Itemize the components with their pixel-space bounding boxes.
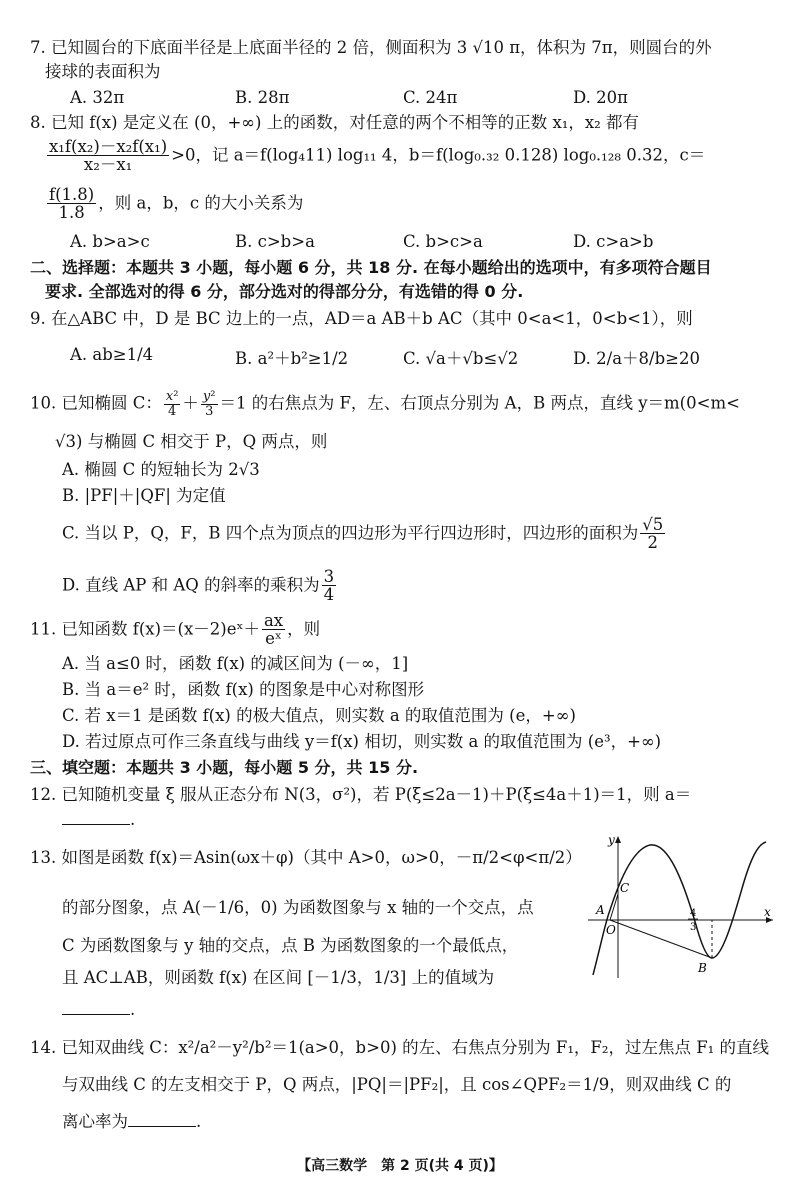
q8-stem-line1: 8. 已知 f(x) 是定义在 (0，+∞) 上的函数，对任意的两个不相等的正数 x₁，x₂ 都有 (30, 113, 640, 132)
q13-stem-line2: 的部分图象，点 A(－1/6，0) 为函数图象与 x 轴的一个交点，点 (62, 898, 534, 917)
q10-option-d-numerator: 3 (323, 567, 335, 586)
q10-option-c-denominator: 2 (647, 533, 658, 553)
q14-line3-text: 离心率为 (62, 1112, 128, 1131)
q8-option-d: D. c>a>b (573, 232, 654, 251)
q7-option-d: D. 20π (573, 88, 628, 107)
q8-option-c: C. b>c>a (403, 232, 483, 251)
q10-option-c-text: C. 当以 P，Q，F，B 四个点为顶点的四边形为平行四边形时，四边形的面积为 (62, 523, 639, 543)
q10-y-term: $\frac{\text{y²}}{3}$ (202, 389, 216, 419)
q12-answer-blank[interactable] (62, 810, 130, 825)
label-point-c: C (620, 881, 630, 895)
section2-heading-line1: 二、选择题：本题共 3 小题，每小题 6 分，共 18 分. 在每小题给出的选项中，有多项符合题目 (30, 258, 712, 277)
q13-stem-paren: （其中 A>0，ω>0，－π/2<φ<π/2） (294, 848, 582, 867)
y-axis-arrow (615, 836, 621, 843)
q8-stem-line2 (45, 138, 800, 174)
q8-line3-rest: ，则 a，b，c 的大小关系为 (98, 193, 304, 213)
q11-option-a: A. 当 a≤0 时，函数 f(x) 的减区间为 (－∞，1] (62, 654, 409, 673)
page-footer: 【高三数学 第 2 页(共 4 页)】 (297, 1158, 503, 1174)
q13-period: . (130, 1000, 136, 1019)
q10-option-d-denominator: 4 (323, 585, 335, 605)
q7-option-b: B. 28π (235, 88, 290, 107)
q8-option-b: B. c>b>a (235, 232, 315, 251)
q10-option-d-fraction (322, 568, 337, 604)
q9-option-d: D. 2/a＋8/b≥20 (573, 349, 700, 368)
q10-option-c-numerator: √5 (642, 515, 664, 534)
q11-fraction (262, 612, 285, 648)
q7-option-a: A. 32π (70, 88, 125, 107)
q10-option-a: A. 椭圆 C 的短轴长为 2√3 (62, 460, 260, 479)
q13-stem-line4: 且 AC⊥AB，则函数 f(x) 在区间 [－1/3，1/3] 上的值域为 (62, 968, 495, 987)
label-point-b: B (698, 961, 707, 975)
sine-curve (593, 842, 766, 975)
q10-option-b: B. |PF|＋|QF| 为定值 (62, 486, 226, 505)
q13-stem-pre: 13. 如图是函数 f(x)＝Asin(ωx＋φ) (30, 848, 294, 867)
q11-stem (30, 612, 800, 648)
label-y: y (608, 833, 615, 847)
q12-period: . (130, 810, 136, 829)
section3-heading: 三、填空题：本题共 3 小题，每小题 5 分，共 15 分. (30, 758, 419, 777)
q8-option-a: A. b>a>c (70, 232, 150, 251)
q11-stem-post: ，则 (287, 619, 321, 639)
q9-option-a: A. ab≥1/4 (70, 345, 154, 364)
q7-option-c: C. 24π (403, 88, 458, 107)
q8-c-numerator: f(1.8) (49, 185, 95, 204)
q7-stem-line1: 7. 已知圆台的下底面半径是上底面半径的 2 倍，侧面积为 3 √10 π，体积为 7π，则圆台的外 (30, 38, 712, 57)
q11-stem-pre: 11. 已知函数 f(x)＝(x－2)eˣ＋ (30, 619, 260, 639)
q13-answer-line (62, 1000, 800, 1020)
q8-c-denominator: 1.8 (58, 203, 85, 223)
q8-condition-numerator: x₁f(x₂)－x₂f(x₁) (49, 137, 168, 156)
q14-stem-line3 (62, 1112, 800, 1132)
q10-stem-line2: √3) 与椭圆 C 相交于 P，Q 两点，则 (55, 432, 328, 451)
q12-stem: 12. 已知随机变量 ξ 服从正态分布 N(3，σ²)，若 P(ξ≤2a－1)＋P(ξ≤4a＋1)＝1，则 a＝ (30, 785, 692, 804)
q7-stem-line2: 接球的表面积为 (45, 62, 161, 81)
q9-option-c: C. √a＋√b≤√2 (403, 349, 519, 368)
label-point-a: A (596, 903, 605, 917)
q8-condition-denominator: x₂－x₁ (83, 155, 133, 175)
q11-fraction-denominator: eˣ (265, 629, 282, 649)
q8-c-fraction (47, 186, 96, 222)
q14-stem-line2: 与双曲线 C 的左支相交于 P，Q 两点，|PQ|＝|PF₂|，且 cos∠QPF₂＝1/9，则双曲线 C 的 (62, 1075, 732, 1094)
q13-answer-blank[interactable] (62, 1000, 130, 1015)
q10-option-c (62, 516, 800, 552)
q10-option-d (62, 568, 800, 604)
q8-stem-line3 (45, 186, 800, 222)
q8-condition-fraction (47, 138, 169, 174)
q11-option-d: D. 若过原点可作三条直线与曲线 y＝f(x) 相切，则实数 a 的取值范围为 (e³，+∞) (62, 732, 662, 751)
section2-heading-line2: 要求. 全部选对的得 6 分，部分选对的得部分分，有选错的得 0 分. (45, 282, 524, 301)
q8-line2-rest: >0，记 a＝f(log₄11) log₁₁ 4，b＝f(log₀.₃₂ 0.128) log₀.₁₂₈ 0.32，c＝ (171, 145, 706, 165)
q11-option-c: C. 若 x＝1 是函数 f(x) 的极大值点，则实数 a 的取值范围为 (e，+∞) (62, 706, 576, 725)
q12-answer-line (62, 810, 800, 830)
q10-stem-post: ＝1 的右焦点为 F，左、右顶点分别为 A，B 两点，直线 y＝m(0<m< (219, 393, 740, 413)
q8-options (70, 232, 770, 254)
q9-stem: 9. 在△ABC 中，D 是 BC 边上的一点，AD＝a AB＋b AC（其中 0<a<1，0<b<1），则 (30, 309, 693, 328)
q14-answer-blank[interactable] (128, 1112, 196, 1127)
q13-sine-graph-figure (588, 830, 780, 980)
q11-option-b: B. 当 a＝e² 时，函数 f(x) 的图象是中心对称图形 (62, 680, 425, 699)
q7-options (70, 88, 770, 110)
tick-denominator: 3 (690, 922, 697, 933)
q10-stem-line1: 10. 已知椭圆 C： $\frac{\text{x²}}{4}$ ＋ $\frac{\text{y²}}{3}$ ＝1 的右焦点为 F，左、右顶点分别为 A，B 两点，直线 y＝m(0<m< (30, 389, 740, 419)
q9-options (70, 345, 770, 367)
q14-period: . (196, 1112, 202, 1131)
label-origin: O (606, 923, 616, 937)
q14-stem-line1: 14. 已知双曲线 C：x²/a²－y²/b²＝1(a>0，b>0) 的左、右焦点分别为 F₁，F₂，过左焦点 F₁ 的直线 (30, 1038, 770, 1057)
q10-option-c-fraction (640, 516, 665, 552)
label-x: x (764, 905, 771, 919)
q9-option-b: B. a²＋b²≥1/2 (235, 349, 349, 368)
q13-stem-line3: C 为函数图象与 y 轴的交点，点 B 为函数图象的一个最低点， (62, 936, 519, 955)
q10-stem-pre: 10. 已知椭圆 C： (30, 393, 162, 413)
tick-numerator: 4 (690, 908, 697, 919)
q10-option-d-text: D. 直线 AP 和 AQ 的斜率的乘积为 (62, 575, 320, 595)
q10-x-term: $\frac{\text{x²}}{4}$ (165, 389, 179, 419)
q11-fraction-numerator: ax (263, 611, 284, 630)
